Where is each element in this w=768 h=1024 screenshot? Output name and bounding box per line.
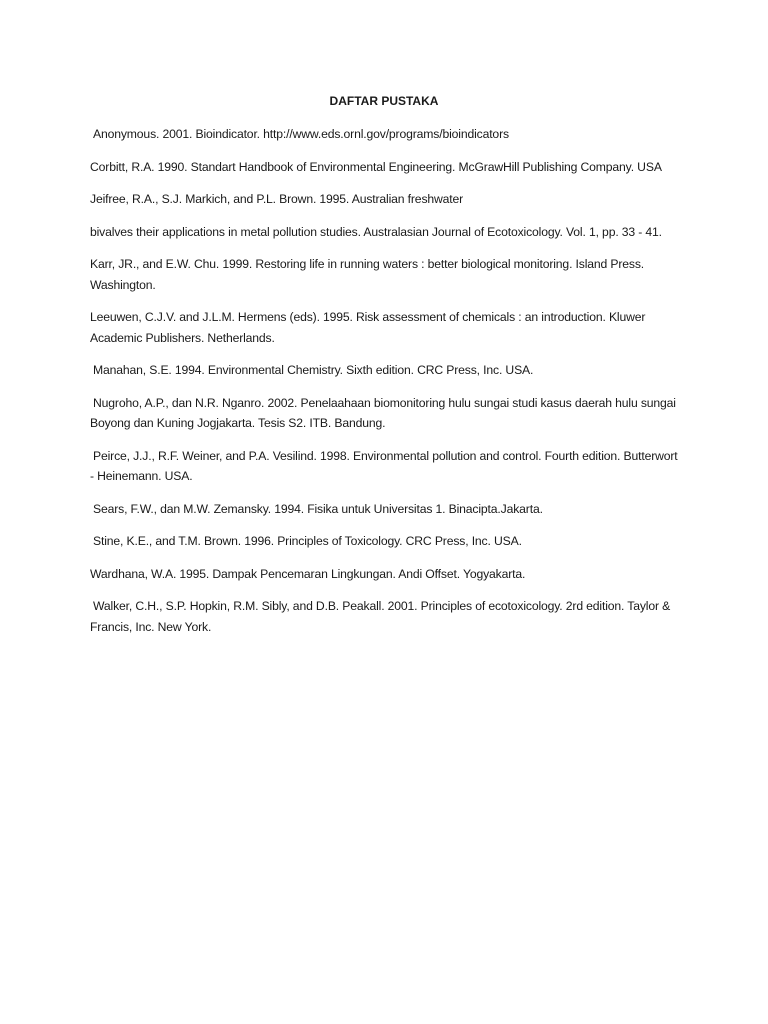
reference-entry: Manahan, S.E. 1994. Environmental Chemistry. Sixth edition. CRC Press, Inc. USA. (93, 363, 534, 377)
reference-entry: Anonymous. 2001. Bioindicator. http://www.eds.ornl.gov/programs/bioindicators (93, 127, 509, 141)
reference-list (90, 124, 680, 649)
reference-entry: Peirce, J.J., R.F. Weiner, and P.A. Vesilind. 1998. Environmental pollution and control. Fourth edition. Butterwort - Heinemann. USA. (90, 448, 678, 483)
reference-entry: Stine, K.E., and T.M. Brown. 1996. Principles of Toxicology. CRC Press, Inc. USA. (93, 534, 522, 548)
reference-entry: Walker, C.H., S.P. Hopkin, R.M. Sibly, and D.B. Peakall. 2001. Principles of ecotoxicology. 2rd edition. Taylor & Francis, Inc. New York. (90, 599, 671, 634)
page-title: DAFTAR PUSTAKA (329, 94, 439, 108)
reference-entry: Nugroho, A.P., dan N.R. Nganro. 2002. Penelaahaan biomonitoring hulu sungai studi kasus daerah hulu sungai Boyong dan Kuning Jogjakarta. Tesis S2. ITB. Bandung. (90, 395, 676, 430)
reference-entry: Karr, JR., and E.W. Chu. 1999. Restoring life in running waters : better biological monitoring. Island Press. Washington. (90, 257, 645, 292)
reference-entry: bivalves their applications in metal pollution studies. Australasian Journal of Ecotoxicology. Vol. 1, pp. 33 - 41. (90, 224, 662, 239)
reference-entry: Wardhana, W.A. 1995. Dampak Pencemaran Lingkungan. Andi Offset. Yogyakarta. (90, 566, 526, 581)
reference-entry: Sears, F.W., dan M.W. Zemansky. 1994. Fisika untuk Universitas 1. Binacipta.Jakarta. (93, 501, 543, 516)
reference-entry: Leeuwen, C.J.V. and J.L.M. Hermens (eds). 1995. Risk assessment of chemicals : an introduction. Kluwer Academic Publishers. Netherlands. (90, 310, 646, 345)
reference-entry: Jeifree, R.A., S.J. Markich, and P.L. Brown. 1995. Australian freshwater (90, 192, 464, 206)
reference-entry: Corbitt, R.A. 1990. Standart Handbook of Environmental Engineering. McGrawHill Publishing Company. USA (90, 159, 662, 174)
